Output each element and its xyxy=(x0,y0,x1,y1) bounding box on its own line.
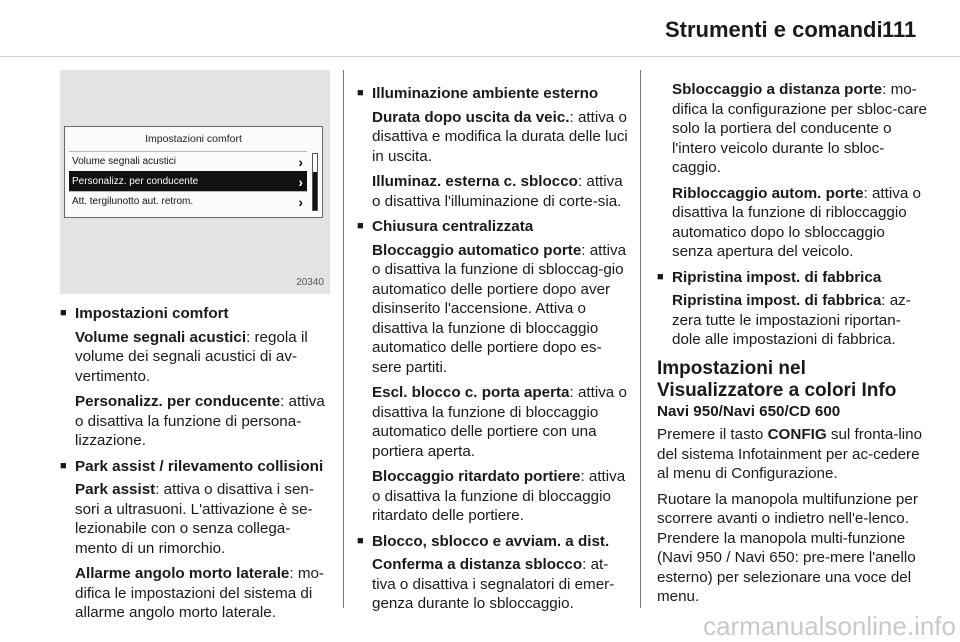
display-screen xyxy=(64,126,323,218)
paragraph xyxy=(357,383,629,461)
term: Ribloccaggio autom. porte xyxy=(672,184,864,202)
screen-menu-item-selected xyxy=(69,171,307,191)
term: Bloccaggio ritardato portiere xyxy=(372,468,581,485)
description: : attiva o disattiva la funzione di persona-lizzazione. xyxy=(75,393,325,449)
section-heading: ■ Chiusura centralizzata xyxy=(357,217,629,237)
column-1 xyxy=(60,300,330,629)
section-heading: ■ Blocco, sblocco e avviam. a dist. xyxy=(357,532,629,552)
section-heading: ■ Park assist / rilevamento collisioni xyxy=(60,457,330,477)
term: Escl. blocco c. porta aperta xyxy=(372,384,570,401)
description: : regola il volume dei segnali acustici di av-vertimento. xyxy=(75,328,308,385)
description: : attiva o disattiva la funzione di bloccaggio automatico delle portiere con una portiera aperta. xyxy=(372,384,627,460)
subheading: Navi 950/Navi 650/CD 600 xyxy=(657,402,841,420)
description: Premere il tasto xyxy=(657,426,768,443)
figure-number: 20340 xyxy=(296,277,324,288)
paragraph xyxy=(657,425,927,484)
description: : mo-difica la configurazione per sbloc-care solo la portiera del conducente o l'intero veicolo durante lo sbloc-caggio. xyxy=(672,81,927,176)
paragraph xyxy=(60,480,330,558)
term: Park assist xyxy=(75,481,156,498)
description: : attiva o disattiva la funzione di ribloccaggio automatico dopo lo sbloccaggio senza apertura del veicolo. xyxy=(672,184,921,260)
config-key-label: CONFIG xyxy=(767,426,827,443)
description: : attiva o disattiva l'illuminazione di corte-sia. xyxy=(372,173,623,210)
paragraph xyxy=(357,555,629,614)
screen-scrollbar xyxy=(312,153,318,211)
description: : mo-difica le impostazioni del sistema di allarme angolo morto laterale. xyxy=(75,565,324,621)
column-divider xyxy=(343,70,344,608)
paragraph xyxy=(60,564,330,623)
column-divider xyxy=(640,70,641,608)
paragraph xyxy=(357,467,629,526)
description: : attiva o disattiva la funzione di sbloccag-gio automatico delle portiere dopo aver disinserito l'accensione. Attiva o disattiva la funzione di bloccaggio automatico delle portiere dopo es-sere partiti. xyxy=(372,241,627,376)
term: Ripristina impost. di fabbrica xyxy=(672,292,882,309)
paragraph xyxy=(657,184,927,262)
column-3 xyxy=(657,80,927,613)
description: sul fronta-lino del sistema Infotainment per ac-cedere al menu di Configurazione. xyxy=(657,426,923,482)
term: Volume segnali acustici xyxy=(75,328,247,346)
page-number: 111 xyxy=(882,17,917,42)
screen-menu-item-label: Att. tergilunotto aut. retrom. xyxy=(72,196,194,207)
term: Bloccaggio automatico porte xyxy=(372,241,582,259)
screen-menu-item-label: Personalizz. per conducente xyxy=(72,176,199,187)
paragraph xyxy=(657,291,927,350)
paragraph xyxy=(657,80,927,178)
section-heading: ■ Ripristina impost. di fabbrica xyxy=(657,268,927,288)
comfort-settings-figure xyxy=(60,70,330,294)
column-2 xyxy=(357,80,629,620)
paragraph xyxy=(60,392,330,451)
screen-menu-item xyxy=(69,151,307,171)
term: Conferma a distanza sblocco xyxy=(372,556,583,573)
paragraph: Ruotare la manopola multifunzione per scorrere avanti o indietro nell'e-lenco. Prendere la manopola multi-funzione (Navi 950 / Navi 650: pre-mere l'anello esterno) per selezionare una voce del menu. xyxy=(657,490,918,605)
description: : attiva o disattiva i sen-sori a ultrasuoni. L'attivazione è se-lezionabile con o senza collega-mento di un rimorchio. xyxy=(75,481,314,557)
screen-menu-item-label: Volume segnali acustici xyxy=(72,156,176,167)
description: : at-tiva o disattiva i segnalatori di emer-genza durante lo sbloccaggio. xyxy=(372,556,615,612)
section-heading: ■ Impostazioni comfort xyxy=(60,304,330,324)
screen-scroll-thumb xyxy=(313,172,317,210)
description: : attiva o disattiva la funzione di bloccaggio ritardato delle portiere. xyxy=(372,468,626,524)
screen-menu-item xyxy=(69,191,307,211)
term: Illuminaz. esterna c. sblocco xyxy=(372,173,578,190)
screen-title: Impostazioni comfort xyxy=(145,133,242,145)
section-heading: ■ Illuminazione ambiente esterno xyxy=(357,84,629,104)
paragraph xyxy=(357,172,629,211)
term: Sbloccaggio a distanza porte xyxy=(672,81,883,98)
description: : az-zera tutte le impostazioni riportan-dole alle impostazioni di fabbrica. xyxy=(672,292,911,348)
chevron-right-icon: › xyxy=(298,174,303,190)
paragraph xyxy=(357,241,629,378)
chevron-right-icon: › xyxy=(298,154,303,170)
page-header-title: Strumenti e comandi xyxy=(665,17,883,42)
term: Personalizz. per conducente xyxy=(75,393,281,410)
chapter-heading: Impostazioni nel Visualizzatore a colori Info xyxy=(657,357,897,401)
paragraph xyxy=(60,328,330,387)
header-divider xyxy=(0,56,960,57)
watermark: carmanualsonline.info xyxy=(703,611,956,641)
term: Durata dopo uscita da veic. xyxy=(372,108,570,126)
description: : attiva o disattiva e modifica la durata delle luci in uscita. xyxy=(372,108,628,165)
term: Allarme angolo morto laterale xyxy=(75,565,290,582)
paragraph xyxy=(357,108,629,167)
chevron-right-icon: › xyxy=(298,194,303,210)
